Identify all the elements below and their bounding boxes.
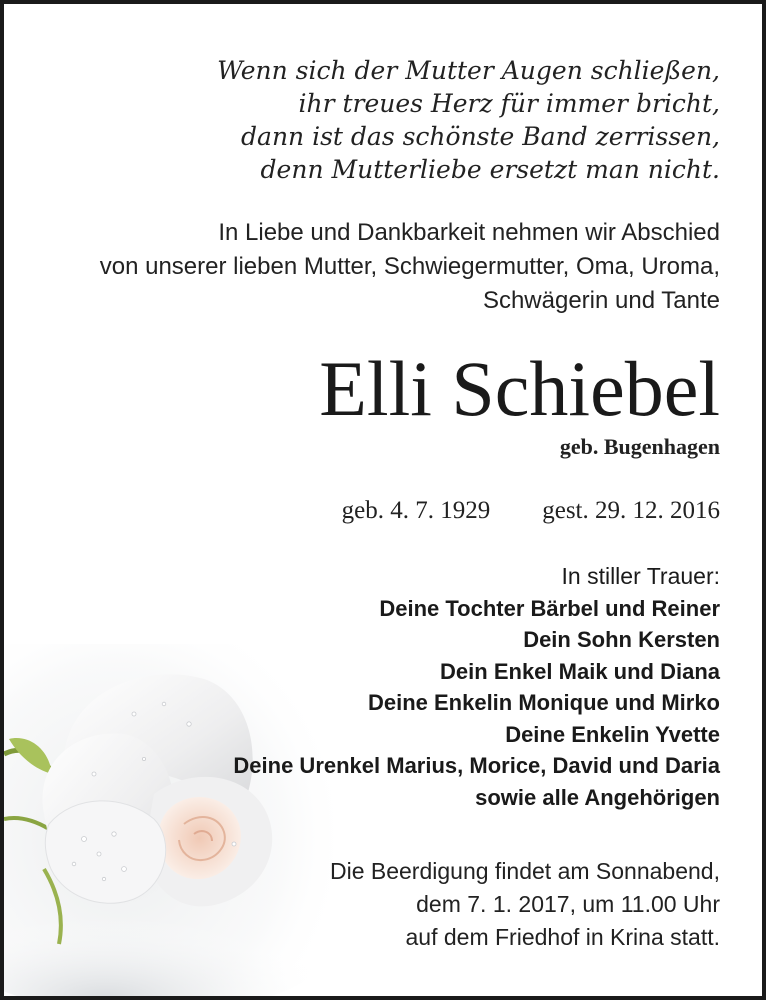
mourner-entry: Deine Enkelin Yvette bbox=[505, 721, 720, 747]
poem-line: Wenn sich der Mutter Augen schließen, bbox=[217, 56, 720, 85]
mourner-entry: Deine Tochter Bärbel und Reiner bbox=[379, 595, 720, 621]
mourner-entry: Dein Enkel Maik und Diana bbox=[440, 658, 720, 684]
death-date: gest. 29. 12. 2016 bbox=[542, 497, 720, 524]
deceased-name: Elli Schiebel bbox=[319, 345, 720, 432]
mourner-entry: Deine Urenkel Marius, Morice, David und Daria bbox=[233, 753, 720, 778]
mourner-entry: Deine Enkelin Monique und Mirko bbox=[367, 690, 720, 715]
poem-line: ihr treues Herz für immer bricht, bbox=[298, 89, 720, 118]
poem-line: dann ist das schönste Band zerrissen, bbox=[241, 122, 720, 151]
intro-line: In Liebe und Dankbarkeit nehmen wir Abschied bbox=[218, 219, 720, 246]
mourner-entry: sowie alle Angehörigen bbox=[475, 784, 720, 810]
poem-line: denn Mutterliebe ersetzt man nicht. bbox=[260, 155, 720, 184]
mourners-list bbox=[233, 561, 720, 813]
birth-date: geb. 4. 7. 1929 bbox=[341, 497, 491, 524]
funeral-line: Die Beerdigung findet am Sonnabend, bbox=[329, 858, 720, 884]
maiden-name: geb. Bugenhagen bbox=[559, 434, 720, 459]
mourner-entry: Dein Sohn Kersten bbox=[523, 627, 720, 652]
intro-line: von unserer lieben Mutter, Schwiegermutter, Oma, Uroma, bbox=[99, 253, 720, 280]
life-dates bbox=[342, 494, 720, 528]
mourning-lead: In stiller Trauer: bbox=[561, 563, 720, 589]
farewell-intro bbox=[100, 216, 720, 318]
funeral-details bbox=[330, 855, 720, 954]
poem-verse bbox=[217, 54, 720, 186]
intro-line: Schwägerin und Tante bbox=[482, 287, 720, 314]
funeral-line: auf dem Friedhof in Krina statt. bbox=[405, 924, 720, 950]
funeral-line: dem 7. 1. 2017, um 11.00 Uhr bbox=[416, 891, 720, 917]
